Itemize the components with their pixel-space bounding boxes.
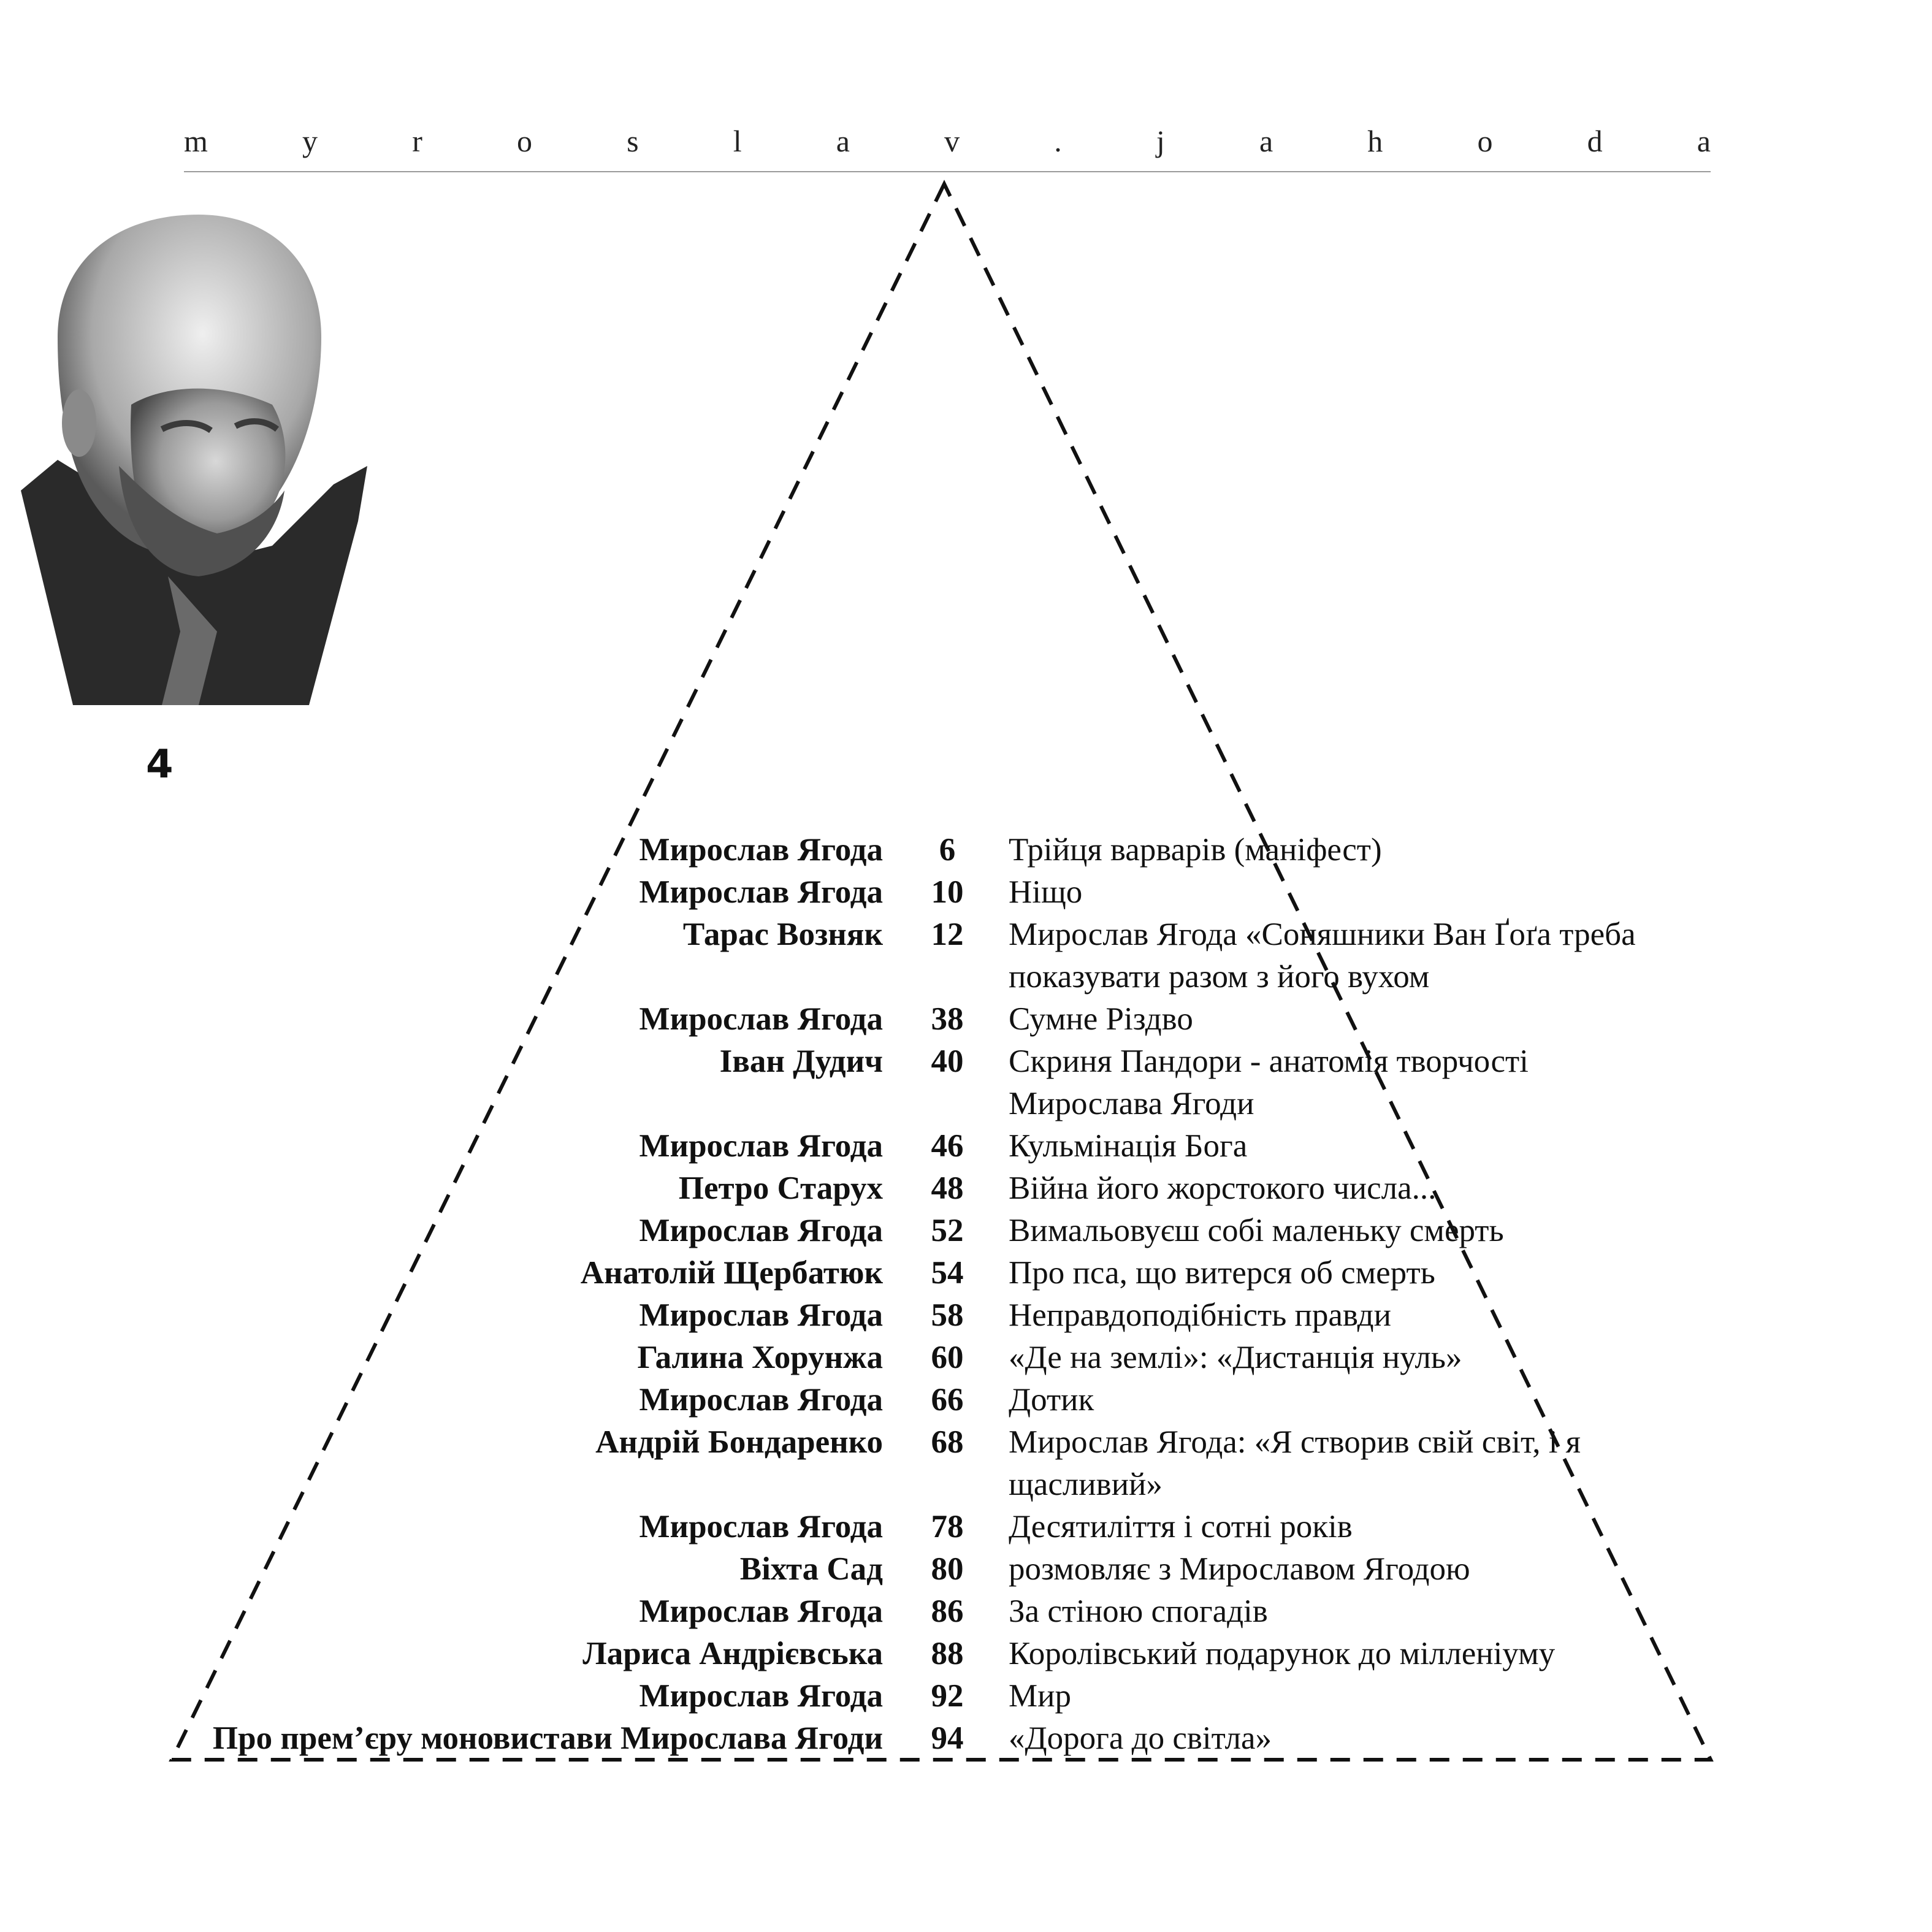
toc-title-line: Сумне Різдво (1009, 1001, 1193, 1037)
header-letter: r (412, 124, 422, 158)
toc-page-number: 80 (931, 1551, 964, 1587)
toc-author: Мирослав Ягода (639, 1678, 883, 1714)
toc-title-line: Дотик (1009, 1382, 1094, 1418)
toc-title (1009, 1294, 1806, 1337)
toc-page-number: 66 (931, 1382, 964, 1418)
toc-author: Петро Старух (678, 1170, 883, 1206)
toc-title (1009, 1675, 1806, 1717)
toc-author: Про прем’єру моновистави Мирослава Ягоди (212, 1720, 883, 1756)
toc-author: Тарас Возняк (682, 917, 883, 952)
toc-page-number: 40 (931, 1044, 964, 1079)
toc-author: Анатолій Щербатюк (580, 1255, 883, 1291)
toc-author: Мирослав Ягода (639, 1382, 883, 1418)
toc-row[interactable] (0, 1210, 1932, 1252)
toc-author: Андрій Бондаренко (595, 1424, 883, 1460)
toc-title (1009, 1252, 1806, 1294)
toc-row[interactable] (0, 1590, 1932, 1633)
header-letter: . (1054, 124, 1062, 158)
toc-page-number: 58 (931, 1297, 964, 1333)
header-letter: j (1156, 124, 1165, 158)
toc-title (1009, 1337, 1806, 1379)
toc-row[interactable] (0, 1167, 1932, 1210)
toc-page-number: 86 (931, 1594, 964, 1629)
toc-title (1009, 1379, 1806, 1421)
toc-row[interactable] (0, 1379, 1932, 1421)
toc-title (1009, 1167, 1806, 1210)
toc-title-line: Кульмінація Бога (1009, 1128, 1248, 1164)
toc-title (1009, 1633, 1806, 1675)
table-of-contents (0, 829, 1932, 1760)
toc-title (1009, 1717, 1806, 1760)
toc-title-line: щасливий» (1009, 1467, 1163, 1502)
toc-author: Іван Дудич (719, 1044, 883, 1079)
toc-title-line: Війна його жорстокого числа... (1009, 1170, 1437, 1206)
toc-row[interactable] (0, 1040, 1932, 1125)
toc-page-number: 94 (931, 1720, 964, 1756)
header-letter: a (1697, 124, 1711, 158)
toc-author: Мирослав Ягода (639, 1128, 883, 1164)
toc-title-line: «Де на землі»: «Дистанція нуль» (1009, 1340, 1462, 1375)
toc-title-line: Мир (1009, 1678, 1071, 1714)
toc-title (1009, 1040, 1806, 1125)
header-letter: o (1477, 124, 1493, 158)
toc-title-line: Трійця варварів (маніфест) (1009, 832, 1382, 868)
toc-title-line: Неправдоподібність правди (1009, 1297, 1391, 1333)
toc-title (1009, 1506, 1806, 1548)
toc-page-number: 78 (931, 1509, 964, 1544)
toc-row[interactable] (0, 1506, 1932, 1548)
toc-row[interactable] (0, 829, 1932, 871)
toc-row[interactable] (0, 1717, 1932, 1760)
toc-page-number: 6 (939, 832, 956, 868)
toc-row[interactable] (0, 914, 1932, 998)
toc-row[interactable] (0, 1675, 1932, 1717)
toc-row[interactable] (0, 1252, 1932, 1294)
toc-page-number: 60 (931, 1340, 964, 1375)
toc-page-number: 54 (931, 1255, 964, 1291)
toc-row[interactable] (0, 1337, 1932, 1379)
toc-title (1009, 1210, 1806, 1252)
toc-author: Мирослав Ягода (639, 1001, 883, 1037)
header-letter: l (733, 124, 742, 158)
toc-title (1009, 871, 1806, 914)
toc-title-line: розмовляє з Мирославом Ягодою (1009, 1551, 1470, 1587)
toc-page-number: 12 (931, 917, 964, 952)
toc-row[interactable] (0, 1548, 1932, 1590)
toc-title-line: Скриня Пандори - анатомія творчості (1009, 1044, 1529, 1079)
toc-author: Мирослав Ягода (639, 1594, 883, 1629)
toc-title (1009, 1125, 1806, 1167)
toc-title (1009, 829, 1806, 871)
header-letter: o (516, 124, 532, 158)
toc-title-line: Королівський подарунок до мілленіуму (1009, 1636, 1556, 1671)
toc-page-number: 52 (931, 1213, 964, 1248)
toc-title-line: Десятиліття і сотні років (1009, 1509, 1353, 1544)
header-letter: s (627, 124, 639, 158)
toc-page-number: 46 (931, 1128, 964, 1164)
header-letter: a (1259, 124, 1273, 158)
toc-page-number: 92 (931, 1678, 964, 1714)
toc-title-line: Про пса, що витерся об смерть (1009, 1255, 1435, 1291)
toc-row[interactable] (0, 871, 1932, 914)
toc-author: Мирослав Ягода (639, 832, 883, 868)
toc-author: Мирослав Ягода (639, 1509, 883, 1544)
toc-title-line: Мирослав Ягода: «Я створив свій світ, і я (1009, 1424, 1581, 1460)
toc-title-line: Мирослава Ягоди (1009, 1086, 1254, 1121)
toc-title (1009, 1421, 1806, 1506)
toc-author: Мирослав Ягода (639, 1213, 883, 1248)
header-letter: y (302, 124, 318, 158)
header-letter: d (1587, 124, 1603, 158)
toc-page-number: 68 (931, 1424, 964, 1460)
toc-page-number: 10 (931, 874, 964, 910)
toc-title-line: Мирослав Ягода «Соняшники Ван Ґоґа треба (1009, 917, 1636, 952)
toc-row[interactable] (0, 1421, 1932, 1506)
toc-title (1009, 998, 1806, 1040)
toc-row[interactable] (0, 1125, 1932, 1167)
toc-title (1009, 1590, 1806, 1633)
header-letter: a (836, 124, 850, 158)
header-letter: m (184, 124, 208, 158)
toc-row[interactable] (0, 1633, 1932, 1675)
page-number: 4 (146, 742, 174, 787)
header-letter: h (1367, 124, 1383, 158)
toc-page-number: 38 (931, 1001, 964, 1037)
toc-page-number: 88 (931, 1636, 964, 1671)
toc-title-line: За стіною спогадів (1009, 1594, 1268, 1629)
toc-title-line: «Дорога до світла» (1009, 1720, 1272, 1756)
toc-author: Мирослав Ягода (639, 1297, 883, 1333)
toc-row[interactable] (0, 1294, 1932, 1337)
toc-author: Мирослав Ягода (639, 874, 883, 910)
toc-author: Віхта Сад (739, 1551, 883, 1587)
header-letter: v (944, 124, 960, 158)
toc-title (1009, 1548, 1806, 1590)
toc-row[interactable] (0, 998, 1932, 1040)
toc-title-line: Ніщо (1009, 874, 1083, 910)
toc-author: Лариса Андрієвська (582, 1636, 883, 1671)
toc-page-number: 48 (931, 1170, 964, 1206)
toc-title (1009, 914, 1806, 998)
toc-title-line: показувати разом з його вухом (1009, 959, 1430, 995)
toc-author: Галина Хорунжа (637, 1340, 883, 1375)
toc-title-line: Вимальовуєш собі маленьку смерть (1009, 1213, 1504, 1248)
